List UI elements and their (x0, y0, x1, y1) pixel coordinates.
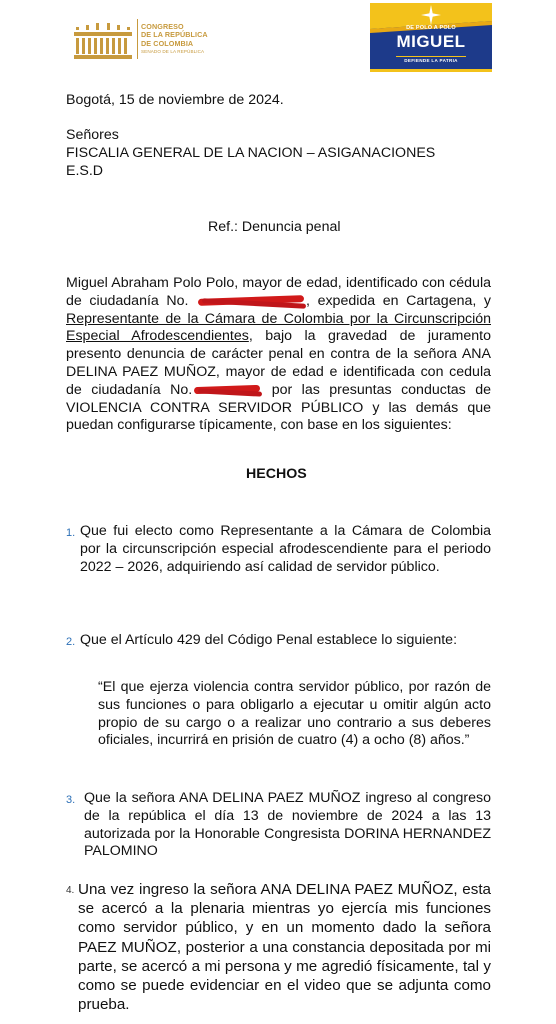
logo-divider (137, 19, 138, 59)
item-number: 3. (66, 794, 76, 806)
miguel-campaign-logo (370, 3, 492, 72)
item-number: 2. (66, 636, 76, 648)
recipient-block (66, 127, 435, 180)
logo-tagline: DE POLO A POLO (406, 25, 456, 31)
redacted-id-number (196, 293, 306, 307)
item-number: 4. (66, 885, 75, 896)
recipient-salutation: Señores (66, 127, 119, 143)
logo-slogan: DEFIENDE LA PATRIA (396, 56, 466, 63)
recipient-esd: E.S.D (66, 162, 104, 179)
underlined-title: Representante de la Cámara de Colombia por la Circunscripción Especial Afrodescendientes (66, 310, 491, 345)
list-item: Que la señora ANA DELINA PAEZ MUÑOZ ingreso al congreso de la república el día 13 de noviembre de 2024 a las 13 autorizada por la Honorable Congresista DORINA HERNANDEZ PALOMINO (84, 790, 491, 860)
redacted-id-number (192, 382, 262, 396)
list-item: Que fui electo como Representante a la Cámara de Colombia por la circunscripción especial afrodescendiente para el periodo 2022 – 2026, adquiriendo así calidad de servidor público. (80, 523, 491, 575)
reference-line: Ref.: Denuncia penal (208, 219, 341, 235)
list-item: Que el Artículo 429 del Código Penal establece lo siguiente: (80, 632, 458, 648)
section-title: HECHOS (246, 466, 307, 482)
item-number: 1. (66, 527, 76, 539)
legal-quote: “El que ejerza violencia contra servidor público, por razón de sus funciones o para obligarlo a ejecutar u omitir algún acto propio de su cargo o a realizar uno contrario a sus deberes oficiales, incurrirá en prisión de cuatro (4) a ocho (8) años.” (98, 679, 491, 749)
document-date: Bogotá, 15 de noviembre de 2024. (66, 92, 284, 108)
logo-name: MIGUEL (396, 32, 466, 51)
intro-paragraph: Miguel Abraham Polo Polo, mayor de edad, identificado con cédula de ciudadanía No. , expedida en Cartagena, y Representante de la Cámara de Colombia por la Circunscripción Especial Afrodescendientes, bajo la gravedad de juramento presento denuncia de carácter penal en contra de la señora ANA DELINA PAEZ MUÑOZ, mayor de edad e identificada con cedula de ciudadanía No. por las presuntas conductas de VIOLENCIA CONTRA SERVIDOR PÚBLICO y las demás que puedan configurarse típicamente, con base en los siguientes: (66, 275, 491, 434)
recipient-entity: FISCALIA GENERAL DE LA NACION – ASIGANACIONES (66, 144, 436, 161)
congreso-logo (72, 17, 218, 61)
congreso-wordmark: CONGRESO DE LA REPÚBLICA DE COLOMBIA SENADO DE LA REPÚBLICA (141, 21, 208, 55)
capitol-building-icon (72, 17, 134, 61)
list-item: Una vez ingreso la señora ANA DELINA PAEZ MUÑOZ, esta se acercó a la plenaria mientras yo ejercía mis funciones como servidor público, y en un momento dado la señora PAEZ MUÑOZ, posterior a una constancia depositada por mi parte, se acercó a mi persona y me agredió físicamente, tal y como se puede evidenciar en el video que se adjunta como prueba. (78, 881, 491, 1014)
